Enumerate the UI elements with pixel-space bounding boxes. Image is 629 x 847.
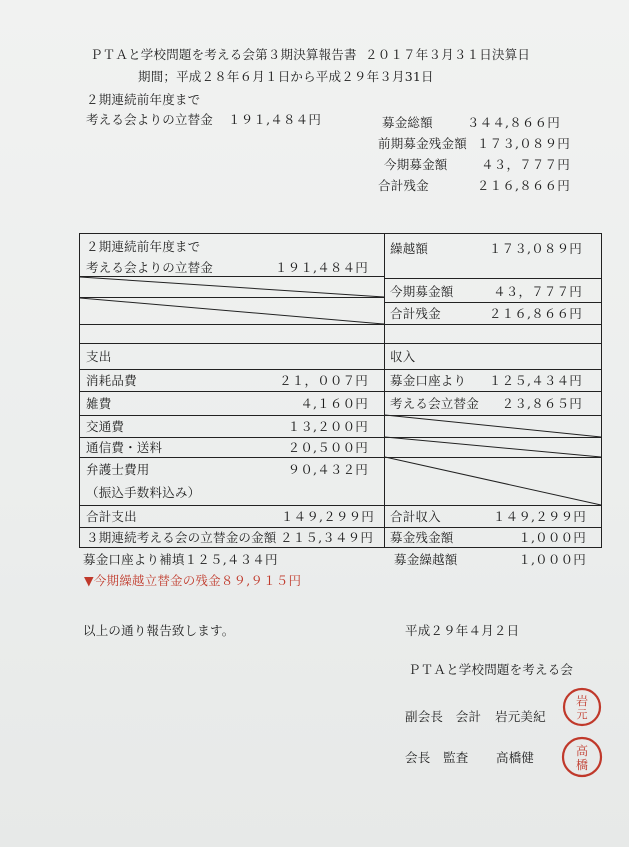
iwamoto-seal-icon [561,686,603,728]
expense-label-3: 通信費・送料 [86,440,163,455]
expense-value-2: １３,２００円 [287,419,368,434]
summary-label-3: 合計残金 [378,178,429,193]
income-label-0: 募金口座より [390,373,467,388]
expense-value-1: ４,１６０円 [300,396,368,411]
svg-text:橋: 橋 [575,758,589,772]
report-period: 期間；平成２８年６月１日から平成２９年３月31日 [138,69,434,84]
header-loan-label: 考える会よりの立替金 [86,112,214,127]
summary-value-3: ２１６,８６６円 [476,178,570,193]
loan-total-value: ２１５,３４９円 [280,530,374,545]
expense-note: （振込手数料込み） [86,485,201,500]
total-balance-value: ２１６,８６６円 [488,306,582,321]
summary-label-1: 前期募金残金額 [378,136,467,151]
table-loan-line1: ２期連続前年度まで [86,239,201,254]
income-label-1: 考える会立替金 [390,396,479,411]
expense-value-0: ２１，００７円 [279,373,368,388]
expense-label-2: 交通費 [86,419,125,434]
expense-value-4: ９０,４３２円 [287,462,368,477]
summary-label-0: 募金総額 [382,115,433,130]
takahashi-seal-icon [560,735,604,779]
income-header: 収入 [390,349,416,364]
table-loan-label: 考える会よりの立替金 [86,260,214,275]
header-loan-value: １９１,４８４円 [228,112,322,127]
period-donation-label: 今期募金額 [390,284,454,299]
signer1-name: 岩元美紀 [495,709,546,724]
supplement-line: 募金口座より補填１２５,４３４円 [83,552,278,567]
header-line1: ２期連続前年度まで [86,92,201,107]
total-income-value: １４９,２９９円 [492,509,586,524]
income-value-1: ２３,８６５円 [501,396,582,411]
expense-header: 支出 [86,349,112,364]
total-expense-value: １４９,２９９円 [280,509,374,524]
table-loan-value: １９１,４８４円 [274,260,368,275]
summary-value-1: １７３,０８９円 [476,136,570,151]
loan-total-label: ３期連続考える会の立替金の金額 [86,530,277,545]
svg-text:岩: 岩 [575,694,589,708]
closing-text: 以上の通り報告致します。 [83,623,235,638]
fund-carry-value: １,０００円 [518,552,586,567]
expense-label-1: 雑費 [86,396,112,411]
svg-text:高: 高 [575,744,589,758]
signer2-name: 高橋健 [496,750,535,765]
remaining-loan-note: ▼今期繰越立替金の残金８９,９１５円 [84,573,302,588]
period-donation-value: ４３，７７７円 [493,284,582,299]
fund-balance-label: 募金残金額 [390,530,454,545]
organization-name: ＰＴＡと学校問題を考える会 [408,662,574,677]
total-expense-label: 合計支出 [86,509,137,524]
carryover-value: １７３,０８９円 [488,241,582,256]
carryover-label: 繰越額 [390,241,429,256]
signer2-role: 会長 監査 [405,750,469,765]
expense-value-3: ２０,５００円 [287,440,368,455]
fund-carry-label: 募金繰越額 [394,552,458,567]
expense-label-4: 弁護士費用 [86,462,150,477]
summary-value-0: ３４４,８６６円 [466,115,560,130]
total-balance-label: 合計残金 [390,306,441,321]
fund-balance-value: １,０００円 [518,530,586,545]
report-date: 平成２９年４月２日 [405,623,520,638]
income-value-0: １２５,４３４円 [488,373,582,388]
summary-value-2: ４３，７７７円 [481,157,570,172]
total-income-label: 合計収入 [390,509,441,524]
summary-label-2: 今期募金額 [384,157,448,172]
signer1-role: 副会長 会計 [405,709,482,724]
settlement-date: ２０１７年３月３１日決算日 [365,47,531,62]
report-title: ＰＴＡと学校問題を考える会第３期決算報告書 [90,47,357,62]
svg-text:元: 元 [576,708,588,721]
expense-label-0: 消耗品費 [86,373,137,388]
